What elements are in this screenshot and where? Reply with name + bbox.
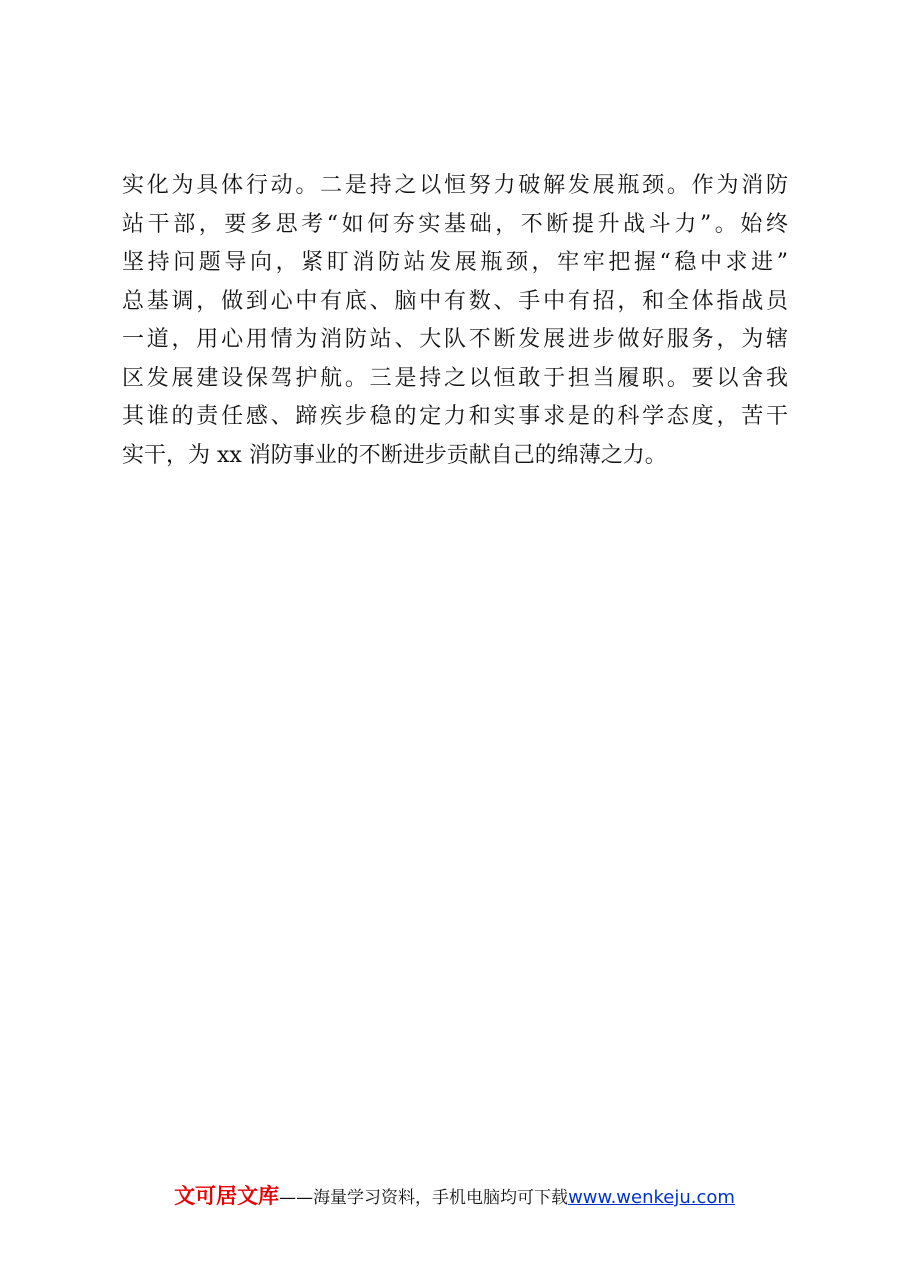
paragraph-line-1: 实化为具体行动。二是持之以恒努力破解发展瓶颈。作为消防 (122, 173, 788, 198)
paragraph-line-5: 一道，用心用情为消防站、大队不断发展进步做好服务，为辖 (122, 327, 788, 352)
footer-banner (0, 1180, 909, 1210)
paragraph-line-8: 实干，为 xx 消防事业的不断进步贡献自己的绵薄之力。 (122, 442, 667, 468)
footer-website-link[interactable]: www.wenkeju.com (568, 1187, 735, 1208)
footer-tagline: ——海量学习资料，手机电脑均可下载 (279, 1188, 569, 1208)
paragraph-line-4: 总基调，做到心中有底、脑中有数、手中有招，和全体指战员 (122, 288, 788, 314)
paragraph-line-7: 其谁的责任感、蹄疾步稳的定力和实事求是的科学态度，苦干 (122, 404, 788, 429)
footer-brand: 文可居文库 (174, 1184, 280, 1208)
paragraph-line-2: 站干部，要多思考“如何夯实基础，不断提升战斗力”。始终 (122, 211, 788, 237)
body-paragraph (122, 167, 788, 475)
paragraph-line-3: 坚持问题导向，紧盯消防站发展瓶颈，牢牢把握“稳中求进” (122, 250, 788, 275)
paragraph-line-6: 区发展建设保驾护航。三是持之以恒敢于担当履职。要以舍我 (122, 365, 788, 391)
